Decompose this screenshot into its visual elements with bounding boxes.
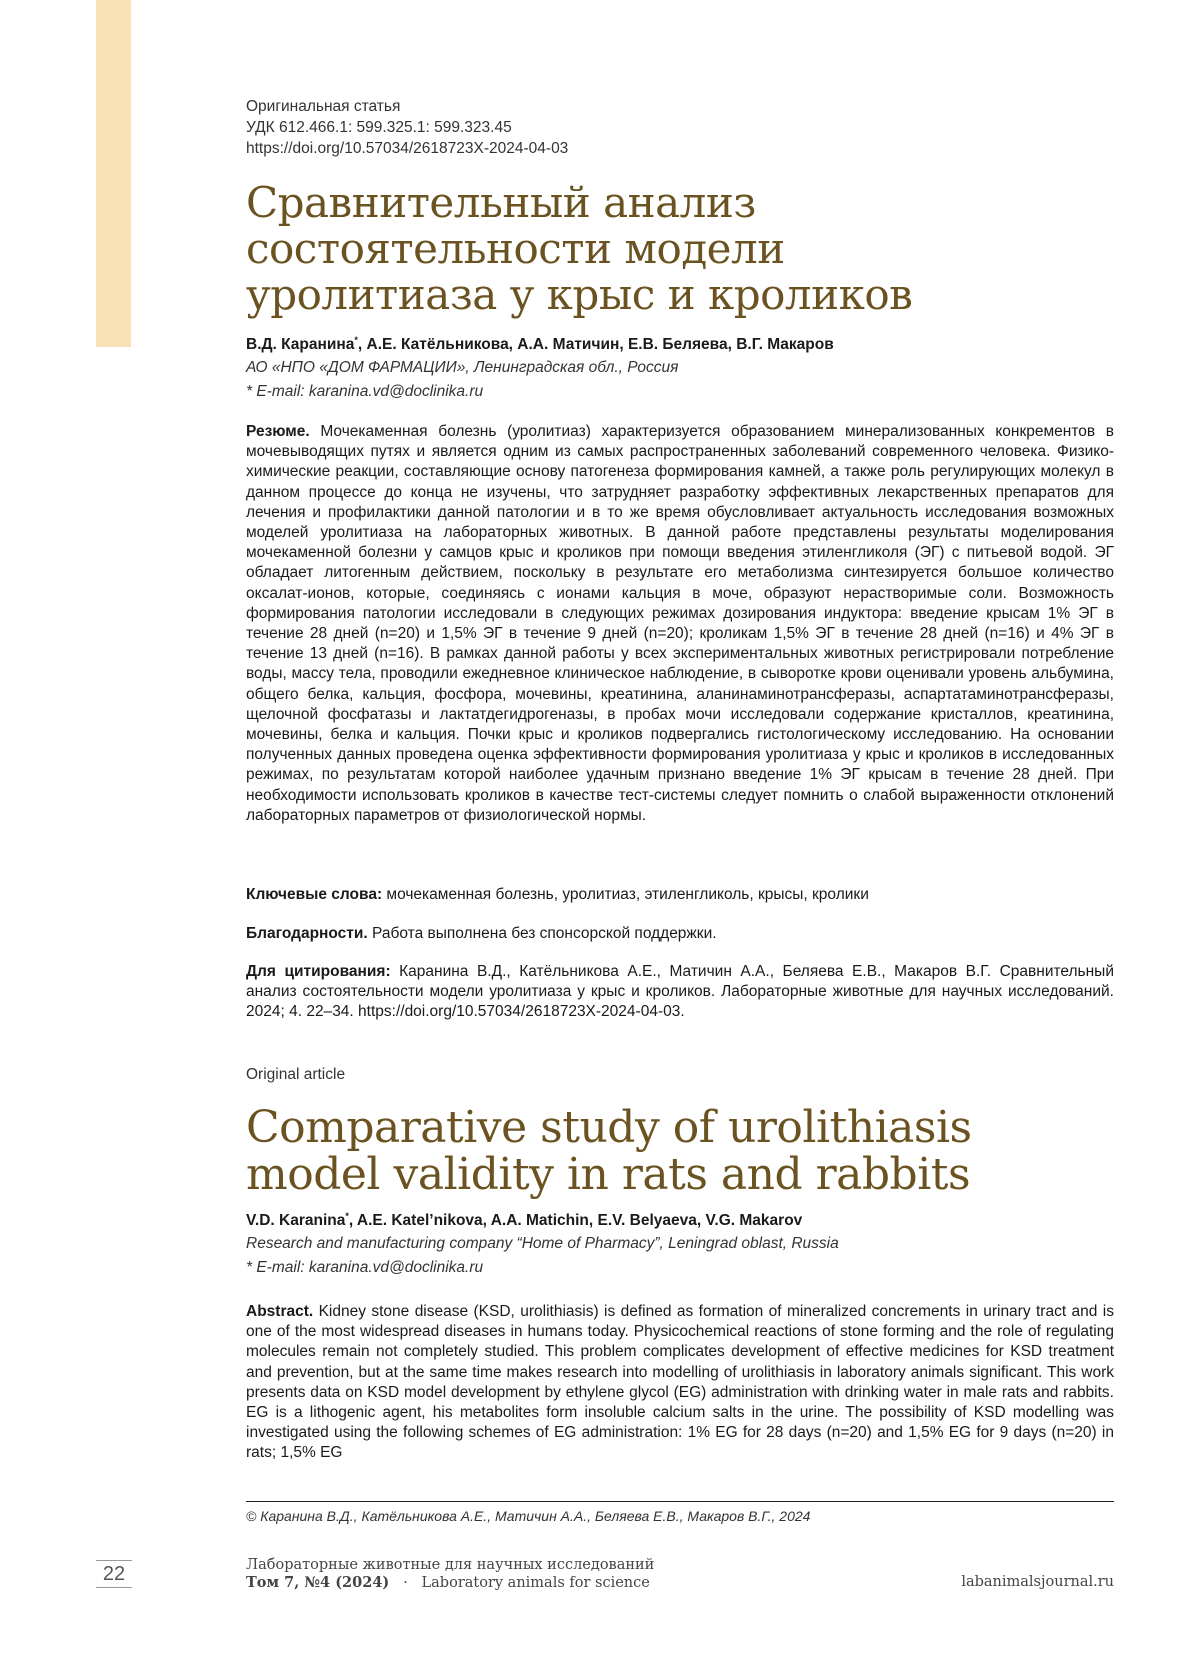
ru-title-line-1: Сравнительный анализ (246, 178, 756, 227)
copyright: © Каранина В.Д., Катёльникова А.Е., Матичин А.А., Беляева Е.В., Макаров В.Г., 2024 (246, 1508, 811, 1524)
ru-abstract (246, 422, 1114, 826)
en-meta (246, 1066, 1114, 1084)
ru-title (246, 180, 1114, 318)
ru-author-first: В.Д. Каранина (246, 336, 355, 354)
ru-keywords-text: мочекаменная болезнь, уролитиаз, этиленгликоль, крысы, кролики (382, 886, 869, 903)
footer-separator: · (403, 1575, 408, 1591)
en-article-type: Original article (246, 1066, 346, 1083)
en-author-mark: * (345, 1211, 349, 1221)
article-type: Оригинальная статья (246, 98, 401, 115)
ru-keywords (246, 885, 1114, 905)
ru-authors (246, 329, 1114, 356)
ru-citation (246, 962, 1114, 1023)
ru-acknowledgements (246, 924, 1114, 944)
accent-bar (96, 0, 131, 347)
journal-name-en: Laboratory animals for science (421, 1575, 650, 1591)
en-title (246, 1104, 1114, 1198)
ru-ack-label: Благодарности. (246, 925, 368, 942)
ru-title-line-3: уролитиаза у крыс и кроликов (246, 270, 913, 319)
en-email[interactable]: * E-mail: karanina.vd@doclinika.ru (246, 1259, 484, 1277)
journal-site-link[interactable]: labanimalsjournal.ru (961, 1574, 1114, 1590)
journal-volume: Том 7, №4 (2024) (246, 1574, 390, 1591)
page-number: 22 (96, 1560, 132, 1588)
copyright-divider (246, 1501, 1114, 1502)
ru-keywords-label: Ключевые слова: (246, 886, 383, 903)
en-title-line-2: model validity in rats and rabbits (246, 1149, 971, 1200)
en-authors-rest: , A.E. Katel’nikova, A.A. Matichin, E.V. Belyaeva, V.G. Makarov (348, 1212, 803, 1230)
ru-meta (246, 96, 1114, 159)
en-author-first: V.D. Karanina (246, 1212, 346, 1230)
ru-abstract-text: Мочекаменная болезнь (уролитиаз) характеризуется образованием минерализованных конкрементов в мочевыводящих путях и является одним из самых распространенных заболеваний современного человека. Физико-химические реакции, составляющие основу патогенеза формирования камней, а также роль регулирующих молекул в данном процессе до конца не изучены, что затрудняет разработку эффективных лекарственных препаратов для лечения и профилактики данной патологии и в то же время обусловливает актуальность исследования возможных моделей уролитиаза на лабораторных животных. В данной работе представлены результаты моделирования мочекаменной болезни у самцов крыс и кроликов при помощи введения этиленгликоля (ЭГ) с питьевой водой. ЭГ обладает литогенным действием, поскольку в результате его метаболизма синтезируется большое количество оксалат-ионов, которые, соединяясь с ионами кальция в моче, образуют нерастворимые соли. Возможность формирования патологии исследовали в следующих режимах дозирования индуктора: введение крысам 1% ЭГ в течение 28 дней (n=20) и 1,5% ЭГ в течение 9 дней (n=20); кроликам 1,5% ЭГ в течение 28 дней (n=16) и 4% ЭГ в течение 13 дней (n=16). В рамках данной работы у всех экспериментальных животных регистрировали потребление воды, массу тела, проводили ежедневное клиническое наблюдение, в сыворотке крови оценивали уровень альбумина, общего белка, кальция, фосфора, мочевины, креатинина, аланинаминотрансферазы, аспартатаминотрансферазы, щелочной фосфатазы и лактатдегидрогеназы, в пробах мочи исследовали содержание кристаллов, креатинина, мочевины, белка и кальция. Почки крыс и кроликов подвергались гистологическому исследованию. На основании полученных данных проведена оценка эффективности формирования уролитиаза у крыс и кроликов в исследованных режимах, по результатам которой наиболее удачным признано введение 1% ЭГ крысам в течение 28 дней. При необходимости использовать кроликов в качестве тест-системы следует помнить о слабой выраженности отклонений лабораторных параметров от физиологической нормы. (246, 423, 1114, 824)
en-authors-block (246, 1205, 1114, 1280)
en-abstract-label: Abstract. (246, 1303, 314, 1320)
ru-cite-text: Каранина В.Д., Катёльникова А.Е., Матичин А.А., Беляева Е.В., Макаров В.Г. Сравнительный анализ состоятельности модели уролитиаза у крыс и кроликов. Лабораторные животные для научных исследований. 2024; 4. 22–34. https://doi.org/10.57034/2618723X-2024-04-03. (246, 963, 1114, 1021)
en-abstract-text: Kidney stone disease (KSD, urolithiasis) is defined as formation of mineralized concrements in urinary tract and is one of the most widespread diseases in humans today. Physicochemical reactions of stone forming and the role of regulating molecules remain not completely studied. This problem complicates development of effective medicines for KSD treatment and prevention, but at the same time makes research into modelling of urolithiasis in laboratory animals significant. This work presents data on KSD model development by ethylene glycol (EG) administration with drinking water in male rats and rabbits. EG is a lithogenic agent, his metabolites form insoluble calcium salts in the urine. The possibility of KSD modelling was investigated using the following schemes of EG administration: 1% EG for 28 days (n=20) and 1,5% EG for 9 days (n=20) in rats; 1,5% EG (246, 1303, 1114, 1462)
ru-authors-block (246, 329, 1114, 404)
ru-abstract-label: Резюме. (246, 423, 310, 440)
ru-title-line-2: состоятельности модели (246, 224, 785, 273)
journal-name-ru: Лабораторные животные для научных исследований (246, 1557, 655, 1573)
ru-ack-text: Работа выполнена без спонсорской поддержки. (367, 925, 717, 942)
en-abstract (246, 1302, 1114, 1464)
ru-author-mark: * (354, 335, 358, 345)
en-affiliation: Research and manufacturing company “Home of Pharmacy”, Leningrad oblast, Russia (246, 1235, 839, 1253)
en-title-line-1: Comparative study of urolithiasis (246, 1102, 972, 1153)
ru-cite-label: Для цитирования: (246, 963, 391, 980)
journal-volume-line (246, 1574, 654, 1592)
ru-affiliation: АО «НПО «ДОМ ФАРМАЦИИ», Ленинградская обл., Россия (246, 359, 679, 377)
doi-link[interactable]: https://doi.org/10.57034/2618723X-2024-04-03 (246, 140, 569, 157)
footer-journal (246, 1556, 654, 1592)
ru-email[interactable]: * E-mail: karanina.vd@doclinika.ru (246, 383, 484, 401)
udc-code: УДК 612.466.1: 599.325.1: 599.323.45 (246, 119, 512, 136)
ru-authors-rest: , А.Е. Катёльникова, А.А. Матичин, Е.В. Беляева, В.Г. Макаров (357, 336, 834, 354)
en-authors (246, 1205, 1114, 1232)
